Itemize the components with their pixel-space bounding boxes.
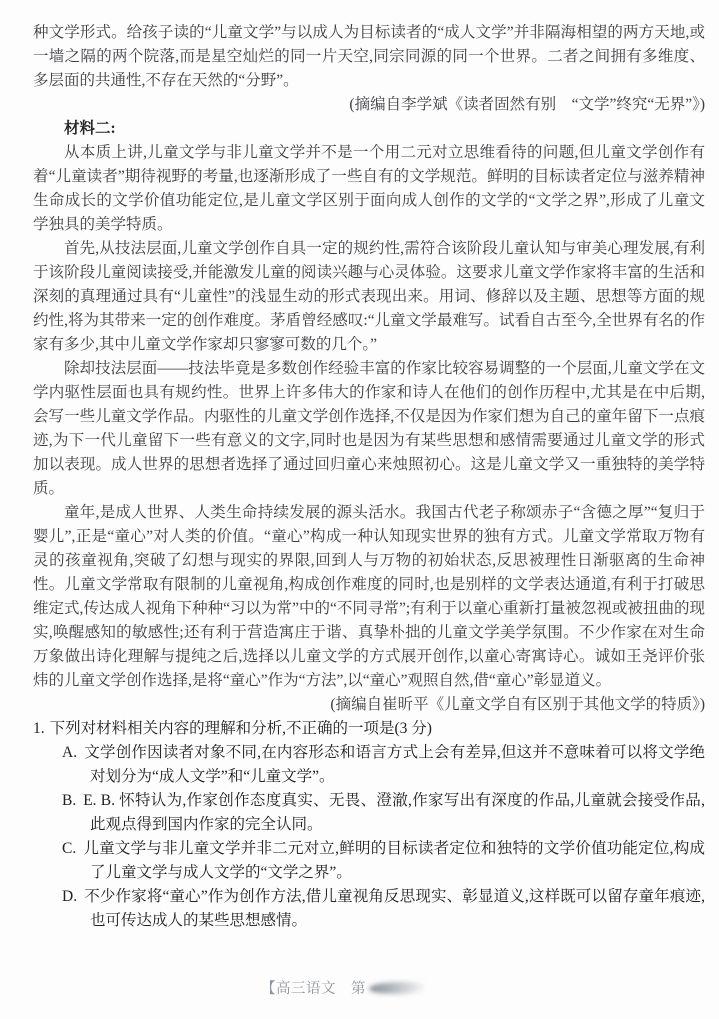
material2-paragraph-1: 从本质上讲,儿童文学与非儿童文学并不是一个用二元对立思维看待的问题,但儿童文学创作有着“儿童读者”期待视野的考量,也逐渐形成了一些自有的文学规范。鲜明的目标读者定位与滋养精神生命成长的文学价值功能定位,是儿童文学区别于面向成人创作的文学的“文学之界”,形成了儿童文学独具的美学特质。 bbox=[33, 144, 705, 233]
question-1 bbox=[33, 717, 705, 933]
question-1-option-a bbox=[62, 741, 705, 789]
option-c-text: 儿童文学与非儿童文学并非二元对立,鲜明的目标读者定位和独特的文学价值功能定位,构成了儿童文学与成人文学的“文学之界”。 bbox=[83, 840, 705, 881]
question-1-option-c bbox=[62, 837, 705, 885]
material2-paragraph-2: 首先,从技法层面,儿童文学创作自具一定的规约性,需符合该阶段儿童认知与审美心理发展,有利于该阶段儿童阅读接受,并能激发儿童的阅读兴趣与心灵体验。这要求儿童文学作家将丰富的生活和深刻的真理通过具有“儿童性”的浅显生动的形式表现出来。用词、修辞以及主题、思想等方面的规约性,将为其带来一定的创作难度。茅盾曾经感叹:“儿童文学最难写。试看自古至今,全世界有名的作家有多少,其中儿童文学作家却只寥寥可数的几个。” bbox=[33, 240, 705, 353]
footer-smudge-blur bbox=[369, 982, 427, 994]
footer-label: 【高三语文 第 bbox=[261, 981, 366, 997]
material2-source: (摘编自崔昕平《儿童文学自有区别于其他文学的特质》) bbox=[330, 696, 705, 713]
page-footer bbox=[261, 979, 427, 999]
option-b-text: E. B. 怀特认为,作家创作态度真实、无畏、澄澈,作家写出有深度的作品,儿童就会接受作品,此观点得到国内作家的完全认同。 bbox=[83, 792, 705, 833]
material2-heading: 材料二: bbox=[64, 120, 116, 137]
material1-source: (摘编自李学斌《读者固然有别 “文学”终究“无界”》) bbox=[349, 96, 705, 113]
option-b-label: B. bbox=[62, 792, 77, 809]
option-d-text: 不少作家将“童心”作为创作方法,借儿童视角反思现实、彰显道义,这样既可以留存童年痕迹,也可传达成人的某些思想感情。 bbox=[84, 888, 705, 929]
option-a-text: 文学创作因读者对象不同,在内容形态和语言方式上会有差异,但这并不意味着可以将文学绝对划分为“成人文学”和“儿童文学”。 bbox=[84, 744, 705, 785]
question-1-option-b bbox=[62, 789, 705, 837]
question-1-stem-text: 下列对材料相关内容的理解和分析,不正确的一项是(3 分) bbox=[49, 720, 432, 737]
page-content bbox=[33, 21, 705, 933]
question-1-option-d bbox=[62, 885, 705, 933]
option-d-label: D. bbox=[62, 888, 78, 905]
material2-paragraph-3: 除却技法层面——技法毕竟是多数创作经验丰富的作家比较容易调整的一个层面,儿童文学在文学内驱性层面也具有规约性。世界上许多伟大的作家和诗人在他们的创作历程中,尤其是在中后期,会写一些儿童文学作品。内驱性的儿童文学创作选择,不仅是因为作家们想为自己的童年留下一点痕迹,为下一代儿童留下一些有意义的文字,同时也是因为有某些思想和感情需要通过儿童文学的形式加以表现。成人世界的思想者选择了通过回归童心来烛照初心。这是儿童文学又一重独特的美学特质。 bbox=[33, 360, 705, 497]
question-1-number: 1. bbox=[33, 720, 45, 737]
option-c-label: C. bbox=[62, 840, 77, 857]
option-a-label: A. bbox=[62, 744, 78, 761]
material1-continuation-paragraph: 种文学形式。给孩子读的“儿童文学”与以成人为目标读者的“成人文学”并非隔海相望的两方天地,或一墙之隔的两个院落,而是星空灿烂的同一片天空,同宗同源的同一个世界。二者之间拥有多维度、多层面的共通性,不存在天然的“分野”。 bbox=[33, 24, 705, 89]
question-1-stem bbox=[33, 717, 705, 741]
material2-paragraph-4: 童年,是成人世界、人类生命持续发展的源头活水。我国古代老子称颂赤子“含德之厚”“复归于婴儿”,正是“童心”对人类的价值。“童心”构成一种认知现实世界的独有方式。儿童文学常取万物有灵的孩童视角,突破了幻想与现实的界限,回到人与万物的初始状态,反思被理性日渐驱离的生命神性。儿童文学常取有限制的儿童视角,构成创作难度的同时,也是别样的文学表达通道,有利于打破思维定式,传达成人视角下种种“习以为常”中的“不同寻常”;有利于以童心重新打量被忽视或被扭曲的现实,唤醒感知的敏感性;还有利于营造寓庄于谐、真挚朴拙的儿童文学美学氛围。不少作家在对生命万象做出诗化理解与提纯之后,选择以儿童文学的方式展开创作,以童心寄寓诗心。诚如王尧评价张炜的儿童文学创作选择,是将“童心”作为“方法”,以“童心”观照自然,借“童心”彰显道义。 bbox=[33, 504, 705, 689]
